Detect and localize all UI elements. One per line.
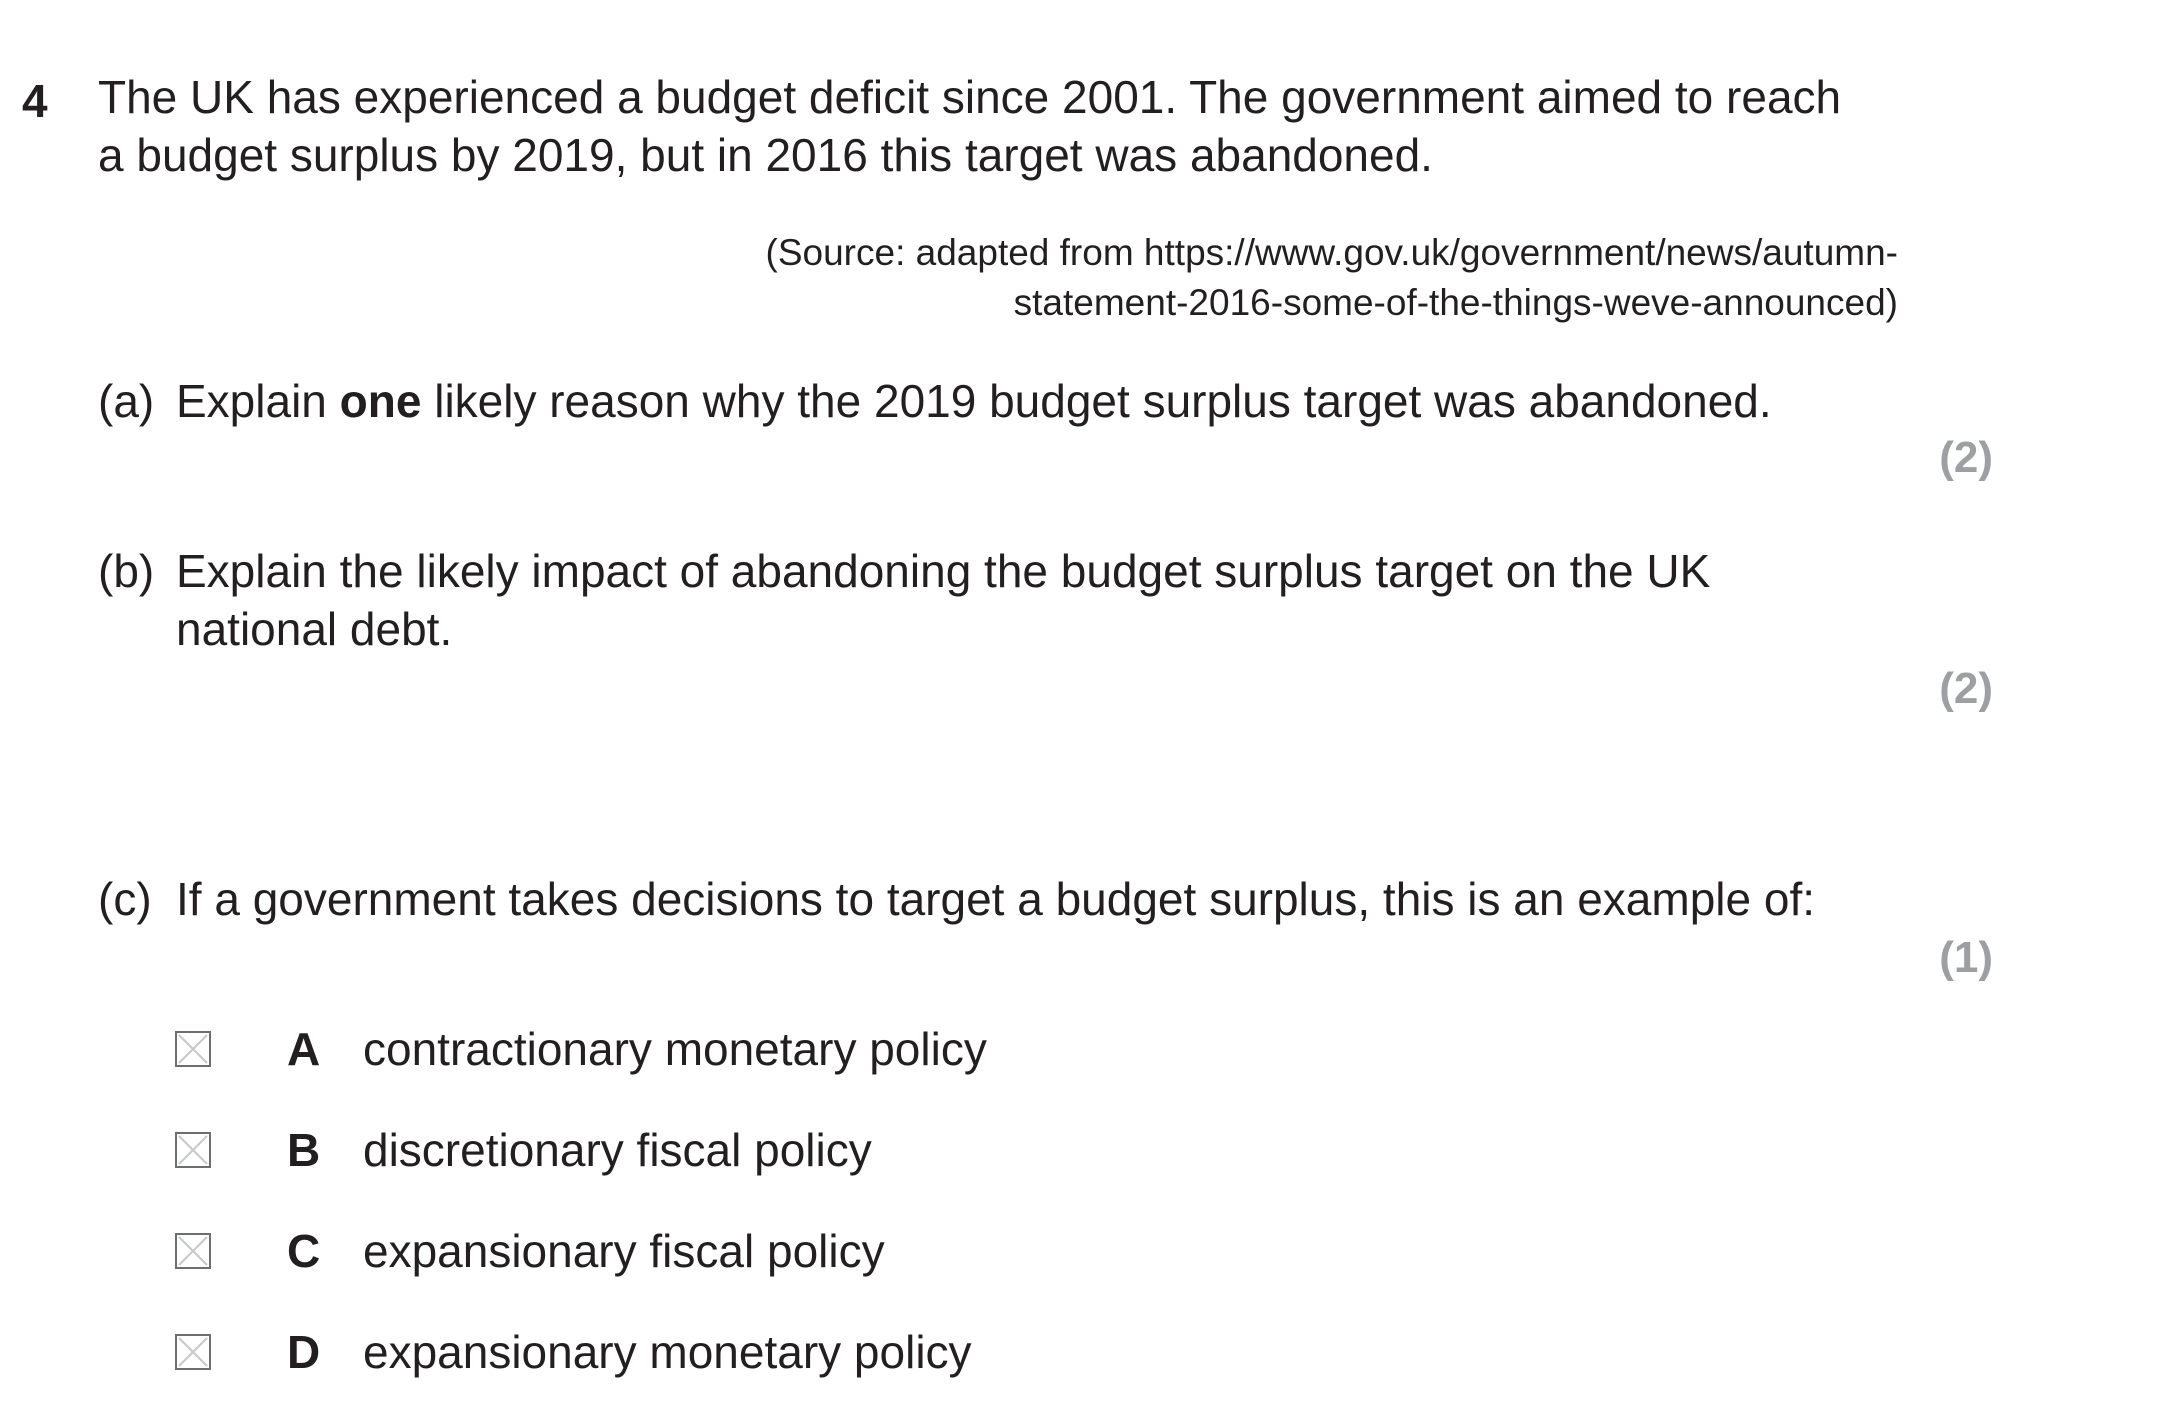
option-b-text: discretionary fiscal policy (363, 1124, 872, 1176)
option-c-text: expansionary fiscal policy (363, 1225, 885, 1277)
option-b[interactable] (175, 1121, 872, 1179)
option-c-letter: C (287, 1225, 321, 1277)
part-a-text-before: Explain (176, 375, 340, 427)
source-line-2: statement-2016-some-of-the-things-weve-announced) (1013, 282, 1898, 323)
crossed-box-icon[interactable] (175, 1334, 211, 1370)
question-number: 4 (22, 75, 48, 127)
part-a-text-bold: one (339, 375, 422, 427)
part-c-text: If a government takes decisions to target a budget surplus, this is an example of: (176, 873, 1816, 925)
option-d-letter: D (287, 1326, 321, 1378)
option-a-text: contractionary monetary policy (363, 1023, 987, 1075)
stem-line-1: The UK has experienced a budget deficit since 2001. The government aimed to reach (98, 71, 1842, 123)
crossed-box-icon[interactable] (175, 1132, 211, 1168)
part-c-marks: (1) (1939, 933, 1993, 982)
stem-line-2: a budget surplus by 2019, but in 2016 this target was abandoned. (98, 129, 1433, 181)
question-stem (98, 68, 1928, 184)
part-c (98, 870, 1876, 928)
part-b (98, 542, 1876, 658)
part-b-marks: (2) (1939, 664, 1993, 713)
part-b-text-line-1: Explain the likely impact of abandoning the budget surplus target on the UK (176, 545, 1711, 597)
source-line-1: (Source: adapted from https://www.gov.uk/government/news/autumn- (765, 232, 1898, 273)
part-c-label: (c) (98, 873, 152, 925)
crossed-box-icon[interactable] (175, 1233, 211, 1269)
part-b-text (176, 542, 1876, 658)
option-a-letter: A (287, 1023, 321, 1075)
option-d[interactable] (175, 1323, 972, 1381)
part-b-label: (b) (98, 545, 155, 597)
source-citation (766, 228, 1898, 328)
option-a[interactable] (175, 1020, 987, 1078)
option-d-text: expansionary monetary policy (363, 1326, 972, 1378)
option-b-letter: B (287, 1124, 321, 1176)
part-b-text-line-2: national debt. (176, 603, 453, 655)
part-a-text-after: likely reason why the 2019 budget surplus target was abandoned. (421, 375, 1772, 427)
part-a-marks: (2) (1939, 433, 1993, 482)
option-c[interactable] (175, 1222, 885, 1280)
part-a-label: (a) (98, 375, 155, 427)
crossed-box-icon[interactable] (175, 1031, 211, 1067)
part-a (98, 372, 1876, 430)
part-a-text (176, 372, 1876, 430)
